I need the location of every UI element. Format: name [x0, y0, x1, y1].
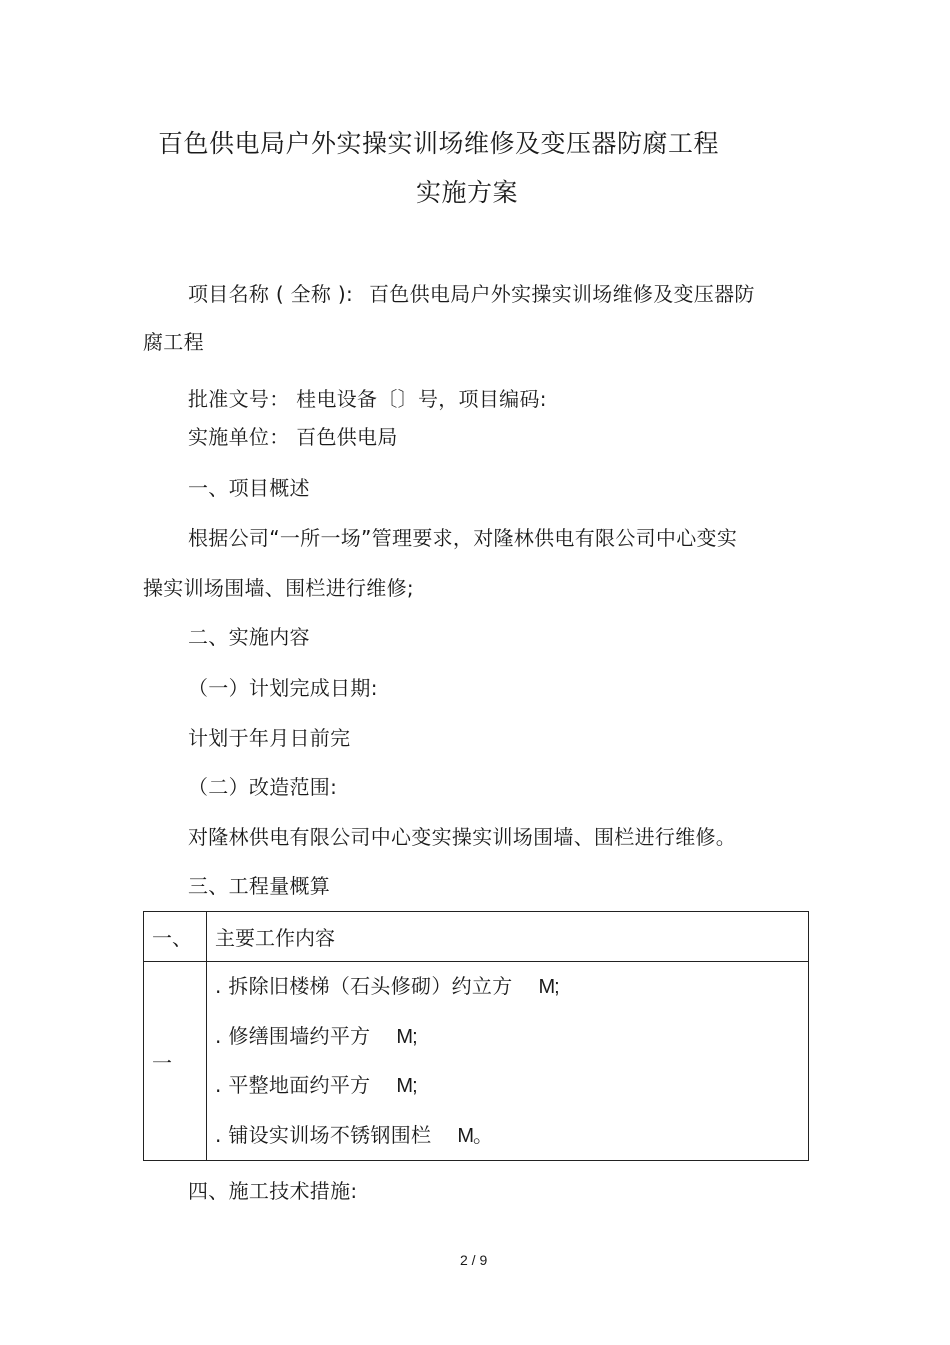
- document-title-line2: 实施方案: [416, 178, 519, 207]
- item-text: . 铺设实训场不锈钢围栏: [215, 1122, 432, 1147]
- approval-number: 批准文号： 桂电设备〔〕号，项目编码:: [188, 387, 547, 411]
- section1-heading: 一、项目概述: [188, 476, 310, 500]
- item-text: . 平整地面约平方: [215, 1073, 371, 1097]
- section1-body-line1: 根据公司“一所一场”管理要求，对隆林供电有限公司中心变实: [188, 526, 738, 550]
- item-unit: M。: [457, 1124, 492, 1147]
- list-item: [215, 1012, 808, 1062]
- project-name-value: 百色供电局户外实操实训场维修及变压器防: [369, 282, 755, 306]
- section2-heading: 二、实施内容: [188, 625, 310, 649]
- list-item: [215, 962, 808, 1012]
- item-text: . 修缮围墙约平方: [215, 1023, 371, 1048]
- item-unit: M;: [396, 1025, 417, 1048]
- page-number: 2 / 9: [460, 1252, 488, 1268]
- table-items-cell: [207, 962, 809, 1161]
- item-unit: M;: [396, 1075, 417, 1097]
- work-content-table: [143, 911, 809, 1161]
- table-row: [144, 962, 809, 1161]
- item-unit: M;: [538, 976, 559, 998]
- project-name-label: 项目名称 ( 全称 ):: [188, 282, 354, 306]
- project-name-value-continued: 腐工程: [143, 330, 204, 354]
- section2-sub2-heading: （二）改造范围:: [188, 775, 338, 799]
- table-header-index: 一、: [144, 912, 207, 962]
- table-header-row: [144, 912, 809, 962]
- item-text: . 拆除旧楼梯（石头修砌）约立方: [215, 974, 513, 998]
- list-item: [215, 1111, 808, 1161]
- section3-heading: 三、工程量概算: [188, 874, 331, 898]
- section2-sub1-body: 计划于年月日前完: [188, 726, 351, 750]
- section2-sub2-body: 对隆林供电有限公司中心变实操实训场围墙、围栏进行维修。: [188, 825, 737, 849]
- table-header-content: 主要工作内容: [207, 912, 809, 962]
- document-title-line1: 百色供电局户外实操实训场维修及变压器防腐工程: [158, 129, 720, 158]
- table-row-label: 一: [144, 962, 207, 1161]
- list-item: [215, 1061, 808, 1111]
- implementing-unit: 实施单位： 百色供电局: [188, 425, 398, 449]
- section2-sub1-heading: （一）计划完成日期:: [188, 676, 378, 700]
- section4-heading: 四、施工技术措施:: [188, 1179, 358, 1203]
- section1-body-line2: 操实训场围墙、围栏进行维修;: [143, 576, 414, 600]
